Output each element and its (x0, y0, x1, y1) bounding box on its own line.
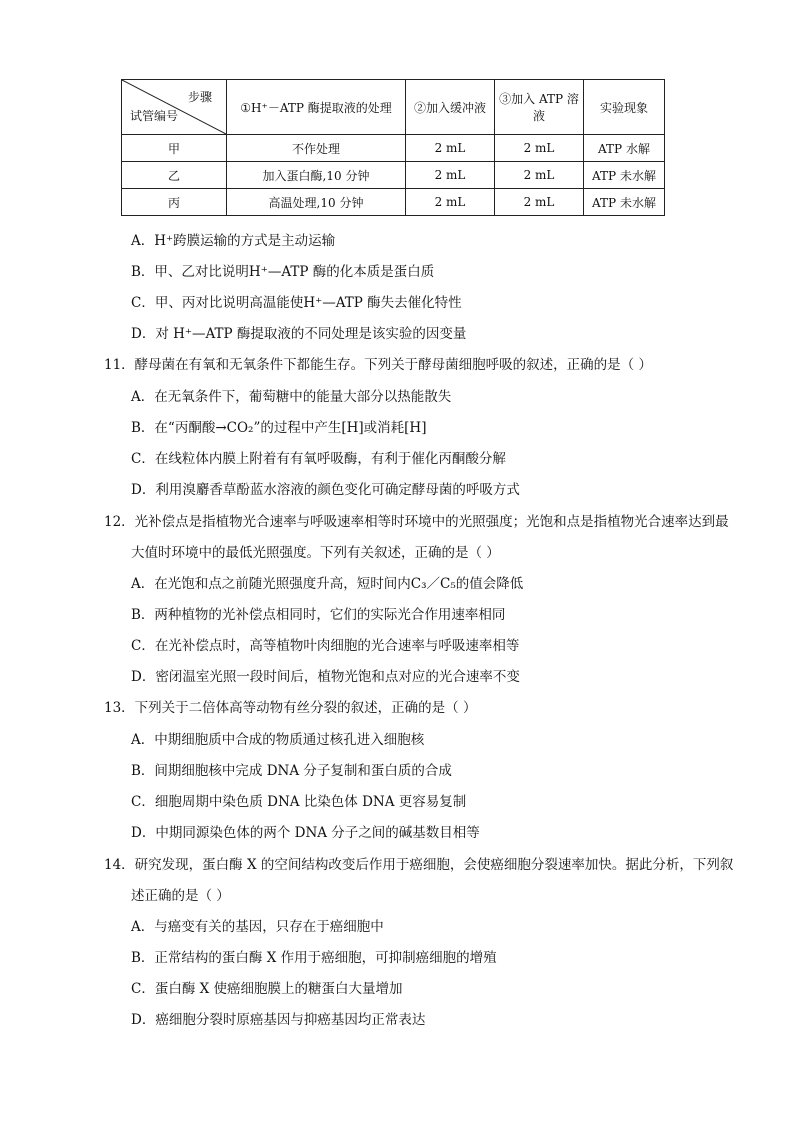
q11-option-d: D．利用溴麝香草酚蓝水溶液的颜色变化可确定酵母菌的呼吸方式 (131, 482, 520, 498)
tube-cell: 丙 (122, 189, 227, 216)
step-label: 步骤 (187, 90, 212, 104)
q11-option-c: C．在线粒体内膜上附着有有氧呼吸酶，有利于催化丙酮酸分解 (131, 451, 506, 467)
treatment-cell: 不作处理 (227, 135, 406, 162)
header-treatment: ①H⁺－ATP 酶提取液的处理 (227, 80, 406, 135)
buffer-cell: 2 mL (406, 162, 495, 189)
result-cell: ATP 水解 (584, 135, 665, 162)
q13-option-c: C．细胞周期中染色质 DNA 比染色体 DNA 更容易复制 (131, 794, 467, 810)
q14-stem-line1: 14．研究发现，蛋白酶 X 的空间结构改变后作用于癌细胞，会使癌细胞分裂速率加快。据此分析，下列叙 (104, 857, 734, 873)
result-cell: ATP 未水解 (584, 162, 665, 189)
q14-option-d: D．癌细胞分裂时原癌基因与抑癌基因均正常表达 (131, 1012, 426, 1028)
treatment-cell: 加入蛋白酶,10 分钟 (227, 162, 406, 189)
tube-label: 试管编号 (130, 109, 179, 123)
header-result: 实验现象 (584, 80, 665, 135)
buffer-cell: 2 mL (406, 135, 495, 162)
q10-option-a: A．H⁺跨膜运输的方式是主动运输 (131, 233, 336, 249)
atp-cell: 2 mL (495, 135, 584, 162)
tube-cell: 甲 (122, 135, 227, 162)
buffer-cell: 2 mL (406, 189, 495, 216)
q12-option-c: C．在光补偿点时，高等植物叶肉细胞的光合速率与呼吸速率相等 (131, 638, 520, 654)
q12-stem-line1: 12．光补偿点是指植物光合速率与呼吸速率相等时环境中的光照强度；光饱和点是指植物光合速率达到最 (104, 514, 729, 530)
q14-option-b: B．正常结构的蛋白酶 X 作用于癌细胞，可抑制癌细胞的增殖 (131, 950, 497, 966)
q10-option-c: C．甲、丙对比说明高温能使H⁺—ATP 酶失去催化特性 (131, 295, 462, 311)
header-buffer: ②加入缓冲液 (406, 80, 495, 135)
q14-option-c: C．蛋白酶 X 使癌细胞膜上的糖蛋白大量增加 (131, 981, 403, 997)
table-row (122, 189, 665, 216)
treatment-cell: 高温处理,10 分钟 (227, 189, 406, 216)
atp-cell: 2 mL (495, 162, 584, 189)
q12-option-a: A．在光饱和点之前随光照强度升高，短时间内C₃／C₅的值会降低 (131, 576, 524, 592)
q14-stem-line2: 述正确的是（ ） (131, 888, 230, 904)
q11-stem: 11．酵母菌在有氧和无氧条件下都能生存。下列关于酵母菌细胞呼吸的叙述，正确的是（ ） (104, 357, 652, 373)
table-row (122, 135, 665, 162)
q12-option-b: B．两种植物的光补偿点相同时，它们的实际光合作用速率相同 (131, 607, 506, 623)
q13-option-a: A．中期细胞质中合成的物质通过核孔进入细胞核 (131, 732, 425, 748)
q11-option-b: B．在“丙酮酸→CO₂”的过程中产生[H]或消耗[H] (131, 420, 427, 436)
q13-option-d: D．中期同源染色体的两个 DNA 分子之间的碱基数目相等 (131, 825, 480, 841)
header-atp: ③加入 ATP 溶液 (495, 80, 584, 135)
atp-cell: 2 mL (495, 189, 584, 216)
q11-option-a: A．在无氧条件下，葡萄糖中的能量大部分以热能散失 (131, 389, 452, 405)
q13-stem: 13．下列关于二倍体高等动物有丝分裂的叙述，正确的是（ ） (104, 700, 477, 716)
table-row (122, 162, 665, 189)
q14-option-a: A．与癌变有关的基因，只存在于癌细胞中 (131, 919, 384, 935)
q12-stem-line2: 大值时环境中的最低光照强度。下列有关叙述，正确的是（ ） (131, 545, 500, 561)
experiment-table (121, 79, 665, 216)
q13-option-b: B．间期细胞核中完成 DNA 分子复制和蛋白质的合成 (131, 763, 452, 779)
q10-option-b: B．甲、乙对比说明H⁺—ATP 酶的化本质是蛋白质 (131, 264, 435, 280)
tube-cell: 乙 (122, 162, 227, 189)
result-cell: ATP 未水解 (584, 189, 665, 216)
diagonal-header-cell (122, 80, 227, 135)
q12-option-d: D．密闭温室光照一段时间后，植物光饱和点对应的光合速率不变 (131, 669, 520, 685)
q10-option-d: D．对 H⁺—ATP 酶提取液的不同处理是该实验的因变量 (131, 326, 467, 342)
